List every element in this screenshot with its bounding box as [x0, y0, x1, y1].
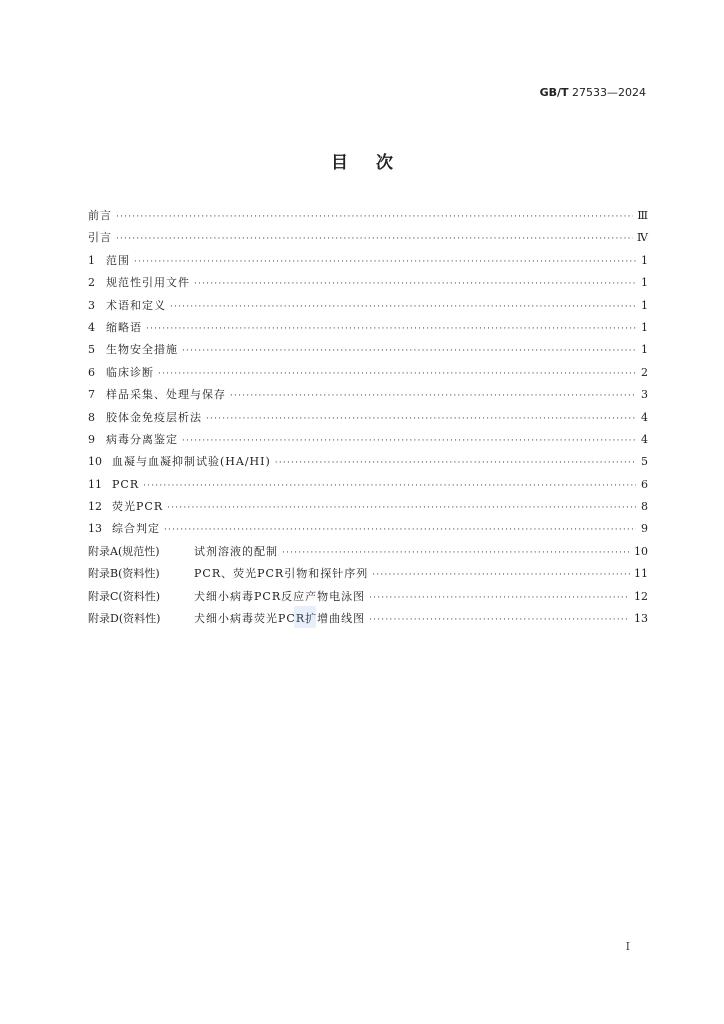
toc-leader-dots — [164, 519, 636, 541]
toc-leader-dots — [194, 273, 636, 295]
toc-entry-number: 5 — [88, 343, 95, 357]
toc-entry-11[interactable] — [88, 474, 648, 496]
standard-number: 27533—2024 — [572, 86, 646, 99]
toc-entry-number: 11 — [88, 477, 102, 491]
toc-leader-dots — [158, 363, 636, 385]
toc-entry-page: Ⅲ — [637, 209, 648, 222]
toc-entry-6[interactable] — [88, 362, 648, 384]
toc-leader-dots — [372, 564, 630, 586]
toc-entry-10[interactable] — [88, 451, 648, 473]
toc-entry-appendix-c[interactable] — [88, 586, 648, 608]
page-number: I — [625, 940, 630, 953]
toc-entry-2[interactable] — [88, 272, 648, 294]
toc-leader-dots — [369, 609, 630, 631]
toc-entry-appendix-a[interactable] — [88, 541, 648, 563]
table-of-contents — [88, 205, 648, 630]
toc-entry-number: 附录D(资料性) — [88, 612, 161, 626]
toc-entry-label: 病毒分离鉴定 — [106, 432, 178, 446]
toc-entry-number: 4 — [88, 320, 95, 334]
standard-code — [540, 86, 646, 99]
toc-leader-dots — [116, 228, 633, 250]
toc-entry-label: 缩略语 — [106, 320, 142, 334]
toc-leader-dots — [167, 497, 636, 519]
toc-entry-label: PCR — [112, 477, 140, 491]
toc-entry-label: 引言 — [88, 231, 112, 245]
toc-entry-9[interactable] — [88, 429, 648, 451]
toc-entry-page: 8 — [641, 500, 648, 514]
toc-entry-page: 5 — [641, 455, 648, 469]
toc-entry-13[interactable] — [88, 518, 648, 540]
toc-entry-4[interactable] — [88, 317, 648, 339]
toc-leader-dots — [170, 296, 636, 318]
toc-leader-dots — [369, 587, 630, 609]
toc-leader-dots — [230, 385, 636, 407]
cursor-highlight — [294, 606, 316, 628]
toc-entry-number: 7 — [88, 388, 95, 402]
toc-entry-label: 生物安全措施 — [106, 343, 178, 357]
toc-entry-appendix-b[interactable] — [88, 563, 648, 585]
toc-entry-8[interactable] — [88, 407, 648, 429]
toc-entry-page: 12 — [634, 589, 648, 603]
toc-leader-dots — [134, 251, 636, 273]
toc-entry-page: 1 — [641, 343, 648, 357]
toc-entry-label: 血凝与血凝抑制试验(HA/HI) — [112, 455, 271, 469]
toc-entry-label: 犬细小病毒PCR反应产物电泳图 — [194, 589, 366, 603]
toc-entry-label: 范围 — [106, 253, 130, 267]
toc-leader-dots — [182, 340, 636, 362]
toc-entry-number: 13 — [88, 522, 102, 536]
toc-entry-appendix-d[interactable] — [88, 608, 648, 630]
toc-entry-number: 12 — [88, 500, 102, 514]
toc-entry-number: 10 — [88, 455, 102, 469]
toc-entry-label: 术语和定义 — [106, 298, 166, 312]
toc-entry-page: 3 — [641, 388, 648, 402]
toc-entry-page: 9 — [641, 522, 648, 536]
toc-entry-page: 1 — [641, 276, 648, 290]
toc-entry-number: 附录A(规范性) — [88, 544, 160, 558]
toc-entry-label: 胶体金免疫层析法 — [106, 410, 202, 424]
toc-entry-page: 10 — [634, 544, 648, 558]
toc-entry-number: 9 — [88, 432, 95, 446]
toc-entry-label: 规范性引用文件 — [106, 276, 190, 290]
toc-entry-5[interactable] — [88, 339, 648, 361]
toc-entry-label: 试剂溶液的配制 — [194, 544, 278, 558]
toc-entry-number: 附录C(资料性) — [88, 589, 160, 603]
toc-leader-dots — [206, 408, 636, 430]
toc-leader-dots — [116, 206, 633, 228]
toc-entry-page: 2 — [641, 365, 648, 379]
toc-entry-page: 1 — [641, 298, 648, 312]
toc-entry-1[interactable] — [88, 250, 648, 272]
standard-prefix: GB/T — [539, 86, 569, 99]
toc-entry-label: 临床诊断 — [106, 365, 154, 379]
toc-entry-page: 4 — [641, 432, 648, 446]
toc-entry-page: 1 — [641, 253, 648, 267]
toc-entry-label: 样品采集、处理与保存 — [106, 388, 226, 402]
toc-leader-dots — [275, 452, 636, 474]
toc-entry-page: Ⅳ — [637, 231, 648, 245]
toc-entry-page: 1 — [641, 320, 648, 334]
toc-entry-page: 4 — [641, 410, 648, 424]
toc-entry-number: 3 — [88, 298, 95, 312]
toc-leader-dots — [143, 475, 636, 497]
toc-entry-number: 附录B(资料性) — [88, 567, 160, 581]
toc-entry-label: 前言 — [88, 209, 112, 222]
toc-leader-dots — [282, 542, 630, 564]
toc-entry-12[interactable] — [88, 496, 648, 518]
toc-entry-page: 13 — [634, 612, 648, 626]
page-title: 目次 — [331, 153, 421, 173]
toc-entry-number: 2 — [88, 276, 95, 290]
toc-entry-page: 11 — [634, 567, 648, 581]
toc-leader-dots — [146, 318, 636, 340]
toc-entry-label: PCR、荧光PCR引物和探针序列 — [194, 567, 369, 581]
toc-entry-page: 6 — [641, 477, 648, 491]
toc-entry-foreword[interactable] — [88, 205, 648, 227]
toc-entry-3[interactable] — [88, 295, 648, 317]
toc-entry-number: 8 — [88, 410, 95, 424]
toc-entry-introduction[interactable] — [88, 227, 648, 249]
toc-entry-7[interactable] — [88, 384, 648, 406]
toc-entry-label: 荧光PCR — [112, 500, 164, 514]
toc-leader-dots — [182, 430, 636, 452]
toc-entry-number: 6 — [88, 365, 95, 379]
toc-entry-label: 犬细小病毒荧光PCR扩增曲线图 — [194, 612, 366, 626]
toc-entry-number: 1 — [88, 253, 95, 267]
toc-entry-label: 综合判定 — [112, 522, 160, 536]
